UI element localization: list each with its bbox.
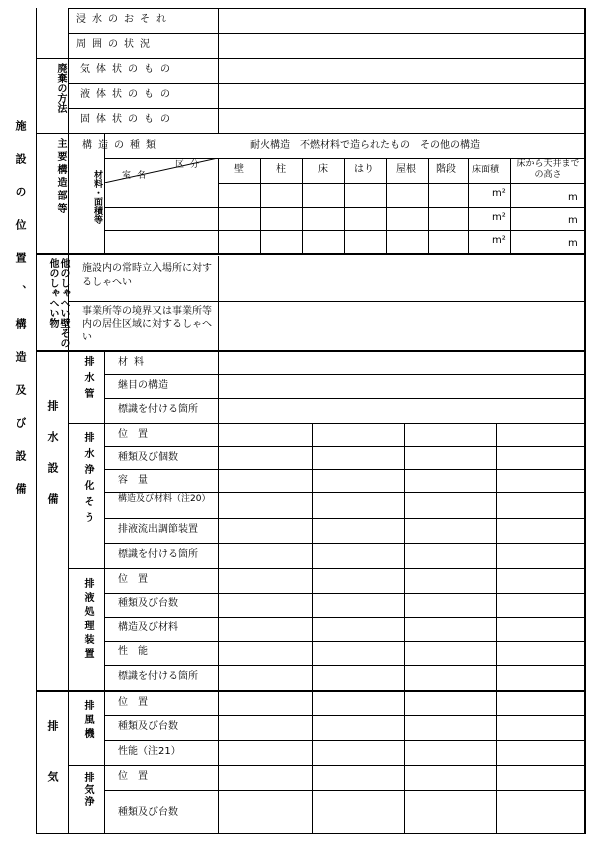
tank-row-0: 位置 — [118, 429, 158, 440]
col-height: 床から天井までの高さ — [516, 159, 580, 180]
shield-row1: 施設内の常時立入場所に対するしゃへい — [82, 263, 212, 288]
unit-area-2: m² — [492, 212, 506, 223]
unit-area-3: m² — [492, 235, 506, 246]
purifier-row-1: 種類及び台数 — [118, 807, 178, 818]
fan-row-0: 位置 — [118, 697, 158, 708]
exhaust-purifier-label: 排気浄 — [82, 772, 93, 808]
proc-row-0: 位置 — [118, 574, 158, 585]
tank-row-5: 標識を付ける箇所 — [118, 549, 198, 560]
col-floor-area: 床面積 — [472, 165, 500, 175]
col-beam: はり — [354, 164, 374, 175]
shield-row2: 事業所等の境界又は事業所等内の居住区域に対するしゃへい — [82, 306, 212, 343]
pipe-row-1: 継目の構造 — [118, 380, 168, 391]
room-label: 室名 — [122, 171, 153, 181]
unit-len-2: m — [568, 215, 578, 226]
left-title: 施設の位置、構造及び設備 — [14, 120, 27, 516]
disposal-label: 廃棄の方法 — [55, 63, 66, 113]
proc-row-4: 標識を付ける箇所 — [118, 671, 198, 682]
unit-len-1: m — [568, 192, 578, 203]
tank-row-3: 構造及び材料（注20） — [118, 494, 211, 504]
purifier-row-0: 位置 — [118, 771, 158, 782]
pipe-row-0: 材料 — [118, 357, 150, 368]
disposal-liquid: 液体状のもの — [80, 89, 176, 100]
row-surroundings: 周囲の状況 — [76, 39, 156, 50]
col-floor: 床 — [318, 164, 328, 175]
unit-len-3: m — [568, 238, 578, 249]
material-area-label: 材料・面積等 — [92, 170, 102, 224]
proc-row-3: 性能 — [118, 646, 158, 657]
fan-row-1: 種類及び台数 — [118, 721, 178, 732]
exhaust-fan-label: 排風機 — [82, 700, 93, 742]
structure-kind-label: 構造の種類 — [82, 140, 162, 151]
drain-pipe-label: 排水管 — [82, 356, 93, 404]
kubun-label: 区分 — [175, 160, 206, 170]
unit-area-1: m² — [492, 188, 506, 199]
structure-options: 耐火構造 不燃材料で造られたもの その他の構造 — [250, 140, 480, 151]
disposal-solid: 固体状のもの — [80, 114, 176, 125]
shield-label: 他のしゃへい壁その他のしゃへい物 — [47, 258, 69, 348]
col-pillar: 柱 — [276, 164, 286, 175]
col-roof: 屋根 — [396, 164, 416, 175]
col-stairs: 階段 — [436, 164, 456, 175]
proc-row-2: 構造及び材料 — [118, 622, 178, 633]
tank-row-2: 容量 — [118, 475, 158, 486]
fan-row-2: 性能（注21） — [118, 746, 181, 757]
disposal-gas: 気体状のもの — [80, 64, 176, 75]
proc-row-1: 種類及び台数 — [118, 598, 178, 609]
drain-proc-label: 排液処理装置 — [82, 578, 93, 662]
pipe-row-2: 標識を付ける箇所 — [118, 404, 198, 415]
row-flood: 浸水のおそれ — [76, 14, 172, 25]
tank-row-4: 排液流出調節装置 — [118, 524, 198, 535]
drain-tank-label: 排水浄化そう — [82, 432, 93, 528]
structure-label: 主要構造部等 — [55, 138, 66, 216]
col-wall: 壁 — [234, 164, 244, 175]
exhaust-label: 排気 — [46, 720, 59, 822]
drain-label: 排水設備 — [46, 400, 59, 524]
tank-row-1: 種類及び個数 — [118, 452, 178, 463]
